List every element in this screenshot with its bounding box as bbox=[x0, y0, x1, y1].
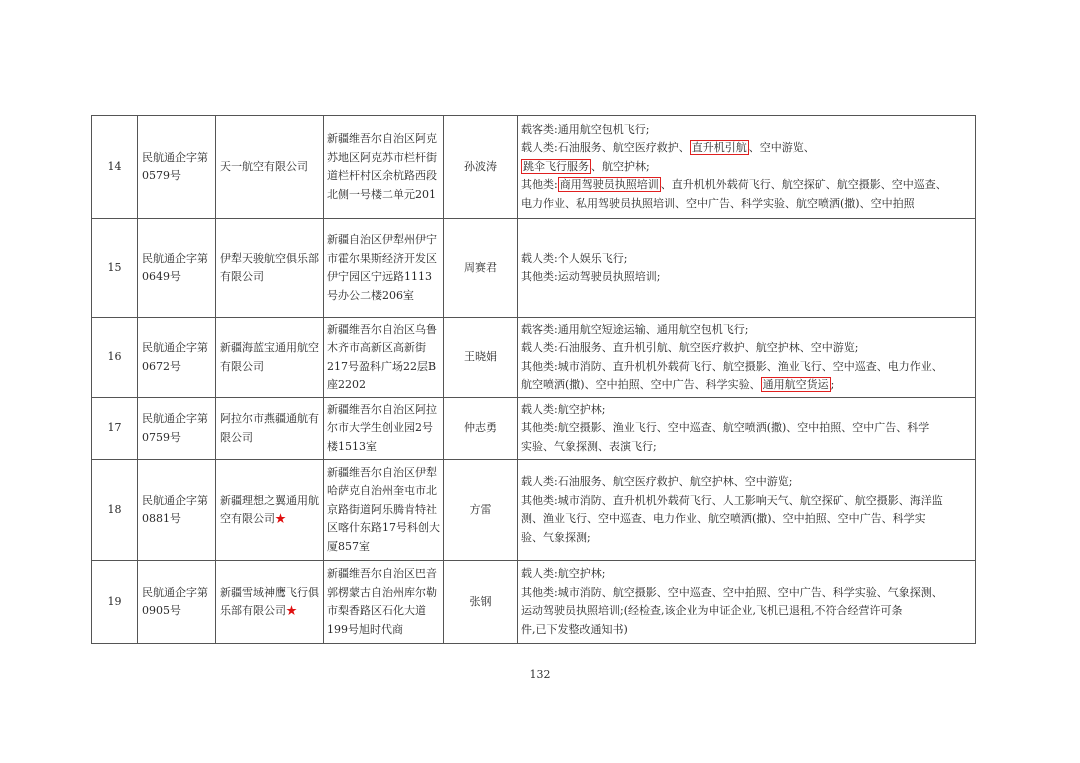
company-address: 新疆维吾尔自治区阿克苏地区阿克苏市栏杆街道栏杆村区余杭路西段北侧一号楼二单元201 bbox=[324, 116, 444, 219]
legal-representative: 周赛君 bbox=[444, 219, 518, 318]
scope-text: 、空中游览、 bbox=[748, 141, 815, 155]
license-number: 民航通企字第0905号 bbox=[138, 561, 216, 644]
company-address: 新疆自治区伊犁州伊宁市霍尔果斯经济开发区伊宁园区宁远路1113号办公二楼206室 bbox=[324, 219, 444, 318]
star-icon: ★ bbox=[286, 604, 297, 617]
scope-line bbox=[521, 268, 972, 287]
license-number: 民航通企字第0759号 bbox=[138, 398, 216, 460]
scope-text: 运动驾驶员执照培训;(经检查,该企业为申证企业,飞机已退租,不符合经营许可条 bbox=[521, 604, 903, 617]
highlighted-scope-item: 跳伞飞行服务 bbox=[523, 159, 589, 173]
legal-representative: 孙波涛 bbox=[444, 116, 518, 219]
company-name-text: 新疆海蓝宝通用航空有限公司 bbox=[220, 341, 319, 373]
highlighted-scope-item: 通用航空货运 bbox=[762, 378, 829, 391]
scope-line bbox=[521, 139, 972, 158]
scope-text: 载客类:通用航空包机飞行; bbox=[521, 122, 650, 136]
scope-text: 载人类:航空护林; bbox=[521, 402, 606, 416]
scope-text: 航空喷洒(撒)、空中拍照、空中广告、科学实验、 bbox=[521, 378, 761, 391]
legal-representative: 王晓娟 bbox=[444, 318, 518, 398]
company-name bbox=[216, 318, 324, 398]
business-scope bbox=[518, 219, 976, 318]
scope-text: 、直升机机外载荷飞行、航空探矿、航空摄影、空中巡查、 bbox=[660, 178, 947, 192]
license-number: 民航通企字第0649号 bbox=[138, 219, 216, 318]
scope-text: 测、渔业飞行、空中巡查、电力作业、航空喷洒(撒)、空中拍照、空中广告、科学实 bbox=[521, 512, 926, 525]
scope-text: 实验、气象探测、表演飞行; bbox=[521, 439, 657, 453]
scope-line bbox=[521, 438, 972, 457]
scope-line bbox=[521, 473, 972, 492]
company-name bbox=[216, 398, 324, 460]
highlighted-scope-item: 商用驾驶员执照培训 bbox=[559, 178, 659, 192]
business-scope bbox=[518, 561, 976, 644]
scope-line bbox=[521, 565, 972, 584]
highlighted-scope-item: 直升机引航 bbox=[691, 141, 747, 155]
scope-text: 其他类:运动驾驶员执照培训; bbox=[521, 270, 661, 283]
company-name bbox=[216, 219, 324, 318]
scope-text: 载人类:石油服务、航空医疗救护、 bbox=[521, 141, 690, 155]
business-scope bbox=[518, 318, 976, 398]
legal-representative: 方雷 bbox=[444, 460, 518, 561]
scope-line bbox=[521, 401, 972, 420]
scope-text: 其他类:城市消防、直升机机外载荷飞行、航空摄影、渔业飞行、空中巡查、电力作业、 bbox=[521, 359, 943, 373]
license-number: 民航通企字第0672号 bbox=[138, 318, 216, 398]
scope-text: 载人类:石油服务、直升机引航、航空医疗救护、航空护林、空中游览; bbox=[521, 341, 859, 354]
scope-text: 载人类:石油服务、航空医疗救护、航空护林、空中游览; bbox=[521, 475, 793, 488]
scope-line bbox=[521, 358, 972, 377]
table-row bbox=[92, 398, 976, 460]
scope-text: 载人类:航空护林; bbox=[521, 567, 606, 580]
row-number: 14 bbox=[92, 116, 138, 219]
scope-text: 载人类:个人娱乐飞行; bbox=[521, 251, 628, 265]
license-table bbox=[91, 115, 976, 644]
scope-line bbox=[521, 492, 972, 511]
scope-text: 其他类:城市消防、直升机机外载荷飞行、人工影响天气、航空探矿、航空摄影、海洋监 bbox=[521, 493, 943, 507]
company-address: 新疆维吾尔自治区乌鲁木齐市高新区高新街217号盈科广场22层B座2202 bbox=[324, 318, 444, 398]
scope-line bbox=[521, 321, 972, 340]
business-scope bbox=[518, 116, 976, 219]
scope-line bbox=[521, 621, 972, 640]
page-number: 132 bbox=[529, 668, 551, 681]
license-number: 民航通企字第0881号 bbox=[138, 460, 216, 561]
scope-line bbox=[521, 510, 972, 529]
company-address: 新疆维吾尔自治区阿拉尔市大学生创业园2号楼1513室 bbox=[324, 398, 444, 460]
scope-line bbox=[521, 121, 972, 140]
table-row bbox=[92, 219, 976, 318]
company-name bbox=[216, 116, 324, 219]
company-address: 新疆维吾尔自治区伊犁哈萨克自治州奎屯市北京路街道阿乐腾肯特社区喀什东路17号科创大厦857室 bbox=[324, 460, 444, 561]
row-number: 18 bbox=[92, 460, 138, 561]
scope-line bbox=[521, 376, 972, 395]
scope-line bbox=[521, 195, 972, 214]
table-row bbox=[92, 460, 976, 561]
company-name-text: 天一航空有限公司 bbox=[220, 159, 308, 173]
row-number: 17 bbox=[92, 398, 138, 460]
scope-line bbox=[521, 602, 972, 621]
row-number: 16 bbox=[92, 318, 138, 398]
legal-representative: 张钢 bbox=[444, 561, 518, 644]
company-name-text: 阿拉尔市燕疆通航有限公司 bbox=[220, 412, 319, 444]
license-number: 民航通企字第0579号 bbox=[138, 116, 216, 219]
scope-text: 其他类: bbox=[521, 178, 558, 192]
row-number: 19 bbox=[92, 561, 138, 644]
scope-line bbox=[521, 250, 972, 269]
scope-text: 、航空护林; bbox=[591, 159, 650, 173]
scope-line bbox=[521, 339, 972, 358]
row-number: 15 bbox=[92, 219, 138, 318]
scope-line bbox=[521, 176, 972, 195]
scope-text: 其他类:城市消防、航空摄影、空中巡查、空中拍照、空中广告、科学实验、气象探测、 bbox=[521, 585, 943, 599]
company-name bbox=[216, 561, 324, 644]
company-name-text: 伊犁天骏航空俱乐部有限公司 bbox=[220, 251, 319, 283]
scope-text: 电力作业、私用驾驶员执照培训、空中广告、科学实验、航空喷洒(撒)、空中拍照 bbox=[521, 196, 915, 210]
scope-text: 验、气象探测; bbox=[521, 530, 591, 544]
company-name bbox=[216, 460, 324, 561]
table-body bbox=[92, 116, 976, 644]
business-scope bbox=[518, 460, 976, 561]
scope-text: ; bbox=[830, 378, 835, 391]
scope-line bbox=[521, 584, 972, 603]
scope-text: 件,已下发整改通知书) bbox=[521, 622, 628, 636]
company-name-text: 新疆雪域神鹰飞行俱乐部有限公司 bbox=[220, 585, 319, 617]
table-row bbox=[92, 561, 976, 644]
legal-representative: 仲志勇 bbox=[444, 398, 518, 460]
scope-line bbox=[521, 419, 972, 438]
star-icon: ★ bbox=[275, 512, 286, 525]
table-row bbox=[92, 318, 976, 398]
table-row bbox=[92, 116, 976, 219]
scope-line bbox=[521, 529, 972, 548]
company-address: 新疆维吾尔自治区巴音郭楞蒙古自治州库尔勒市梨香路区石化大道199号旭时代商 bbox=[324, 561, 444, 644]
business-scope bbox=[518, 398, 976, 460]
scope-line bbox=[521, 158, 972, 177]
scope-text: 其他类:航空摄影、渔业飞行、空中巡查、航空喷洒(撒)、空中拍照、空中广告、科学 bbox=[521, 421, 930, 435]
company-name-text: 新疆理想之翼通用航空有限公司 bbox=[220, 493, 319, 525]
scope-text: 载客类:通用航空短途运输、通用航空包机飞行; bbox=[521, 322, 749, 336]
